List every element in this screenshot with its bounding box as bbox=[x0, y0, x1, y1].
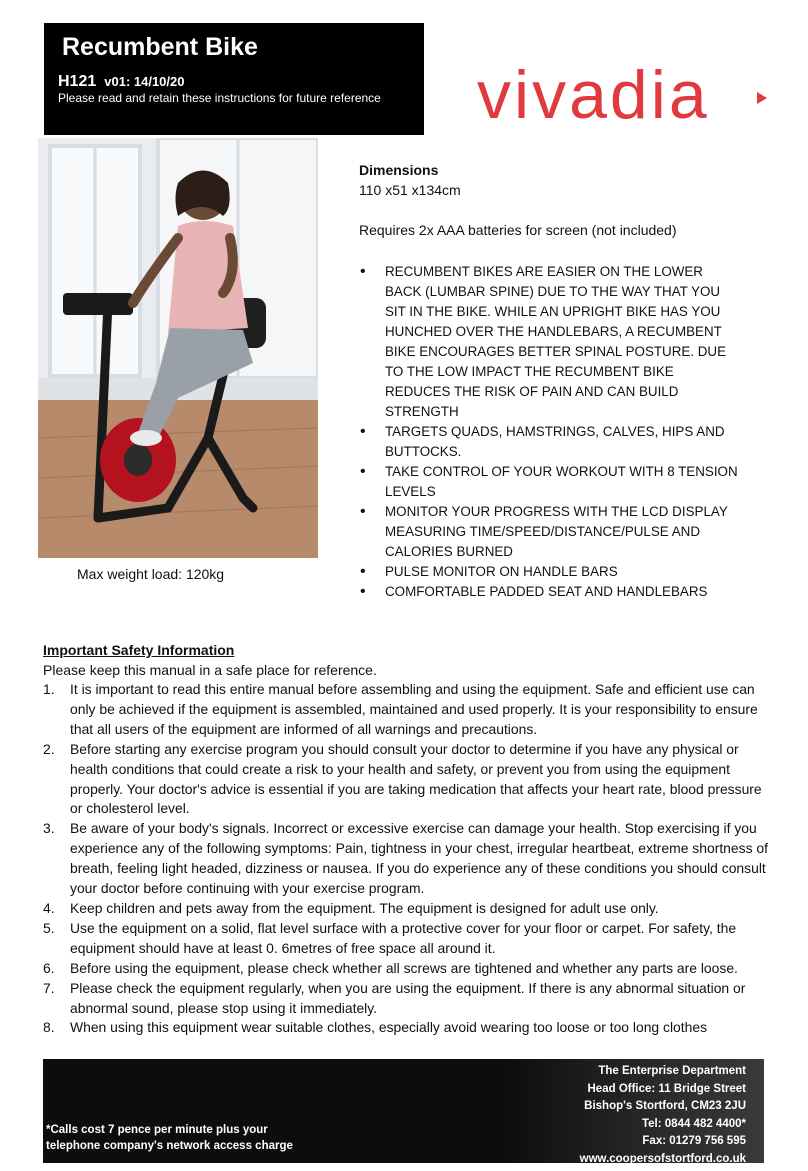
item-number: 8. bbox=[43, 1019, 55, 1036]
dimensions-heading: Dimensions bbox=[359, 162, 439, 178]
head-office: Head Office: 11 Bridge Street bbox=[587, 1082, 746, 1095]
item-text: Keep children and pets away from the equipment. The equipment is designed for adult use only. bbox=[70, 899, 659, 916]
item-number: 2. bbox=[43, 740, 55, 757]
brand-logo bbox=[477, 52, 773, 132]
feature-list bbox=[359, 262, 739, 602]
battery-note: Requires 2x AAA batteries for screen (not included) bbox=[359, 222, 677, 238]
item-text: When using this equipment wear suitable clothes, especially avoid wearing too loose or too long clothes bbox=[70, 1019, 708, 1036]
department: The Enterprise Department bbox=[598, 1065, 746, 1077]
dimensions-value: 110 x51 x134cm bbox=[359, 182, 461, 198]
safety-item bbox=[43, 1018, 773, 1038]
item-text: Use the equipment on a solid, flat level surface with a protective cover for your floor or carpet. For safety, the equipment should have at least 0. 6metres of free space all around it. bbox=[70, 919, 737, 956]
feature-item: • TAKE CONTROL OF YOUR WORKOUT WITH 8 TENSION LEVELS bbox=[359, 462, 739, 502]
safety-item bbox=[43, 740, 773, 820]
model-number: H121 bbox=[58, 73, 97, 90]
item-number: 6. bbox=[43, 959, 55, 976]
item-text: Please check the equipment regularly, when you are using the equipment. If there is any abnormal situation or abnormal sound, please stop using it immediately. bbox=[70, 979, 746, 1016]
safety-item bbox=[43, 959, 773, 979]
item-number: 4. bbox=[43, 899, 55, 916]
feature-item: • MONITOR YOUR PROGRESS WITH THE LCD DISPLAY MEASURING TIME/SPEED/DISTANCE/PULSE AND CALORIES BURNED bbox=[359, 502, 739, 562]
brand-wordmark: vivadia bbox=[477, 57, 710, 132]
feature-item: • PULSE MONITOR ON HANDLE BARS bbox=[359, 562, 739, 582]
call-cost-line-2: telephone company's network access charge bbox=[46, 1140, 293, 1152]
safety-section bbox=[43, 641, 773, 1038]
document-title: Recumbent Bike bbox=[62, 33, 258, 61]
product-photo bbox=[38, 138, 318, 558]
telephone: Tel: 0844 482 4400* bbox=[641, 1117, 746, 1130]
safety-item bbox=[43, 919, 773, 959]
item-text: Be aware of your body's signals. Incorrect or excessive exercise can damage your health. Stop exercising if you experience any of the following symptoms: Pain, tightness in your chest, irregular heartbeat, extreme shortness of breath, feeling light headed, dizziness or nausea. If you do experience any of these conditions you should consult your doctor before continuing with your exercise program. bbox=[70, 820, 768, 897]
version-date: v01: 14/10/20 bbox=[104, 74, 185, 89]
feature-item: • COMFORTABLE PADDED SEAT AND HANDLEBARS bbox=[359, 582, 739, 602]
contact-address bbox=[580, 1063, 746, 1163]
feature-item: • RECUMBENT BIKES ARE EASIER ON THE LOWER BACK (LUMBAR SPINE) DUE TO THE WAY THAT YOU SIT IN THE BIKE. WHILE AN UPRIGHT BIKE HAS YOU HUNCHED OVER THE HANDLEBARS, A RECUMBENT BIKE ENCOURAGES BETTER SPINAL POSTURE. DUE TO THE LOW IMPACT THE RECUMBENT BIKE REDUCES THE RISK OF PAIN AND CAN BUILD STRENGTH bbox=[359, 262, 739, 422]
document-header bbox=[44, 23, 424, 135]
item-number: 3. bbox=[43, 820, 55, 837]
contact-footer bbox=[43, 1059, 764, 1163]
brand-arrow-icon bbox=[757, 92, 767, 104]
town: Bishop's Stortford, CM23 2JU bbox=[584, 1100, 746, 1112]
safety-list bbox=[43, 680, 773, 1038]
fax: Fax: 01279 756 595 bbox=[642, 1135, 746, 1147]
item-number: 7. bbox=[43, 979, 55, 996]
safety-intro: Please keep this manual in a safe place for reference. bbox=[43, 662, 377, 678]
safety-item bbox=[43, 979, 773, 1019]
model-code bbox=[58, 73, 184, 91]
call-cost-line-1: *Calls cost 7 pence per minute plus your bbox=[46, 1124, 268, 1136]
max-weight-label: Max weight load: 120kg bbox=[77, 566, 225, 582]
retain-note: Please read and retain these instructions for future reference bbox=[58, 91, 381, 105]
item-text: Before starting any exercise program you should consult your doctor to determine if you have any physical or health conditions that could create a risk to your health and safety, or prevent you from using the equipment properly. Your doctor's advice is essential if you are taking medication that affects your heart rate, blood pressure or cholesterol level. bbox=[70, 740, 762, 817]
safety-item bbox=[43, 819, 773, 899]
safety-heading: Important Safety Information bbox=[43, 642, 235, 658]
item-number: 1. bbox=[43, 681, 55, 697]
item-number: 5. bbox=[43, 919, 55, 936]
item-text: It is important to read this entire manual before assembling and using the equipment. Safe and efficient use can only be achieved if the equipment is assembled, maintained and used properly. It is your responsibility to ensure that all users of the equipment are informed of all warnings and precautions. bbox=[70, 681, 758, 737]
item-text: Before using the equipment, please check whether all screws are tightened and whether any parts are loose. bbox=[70, 959, 738, 976]
safety-item bbox=[43, 680, 773, 740]
website-link[interactable]: www.coopersofstortford.co.uk bbox=[579, 1152, 746, 1163]
safety-item bbox=[43, 899, 773, 919]
call-cost-note bbox=[46, 1122, 293, 1154]
feature-item: • TARGETS QUADS, HAMSTRINGS, CALVES, HIPS AND BUTTOCKS. bbox=[359, 422, 739, 462]
